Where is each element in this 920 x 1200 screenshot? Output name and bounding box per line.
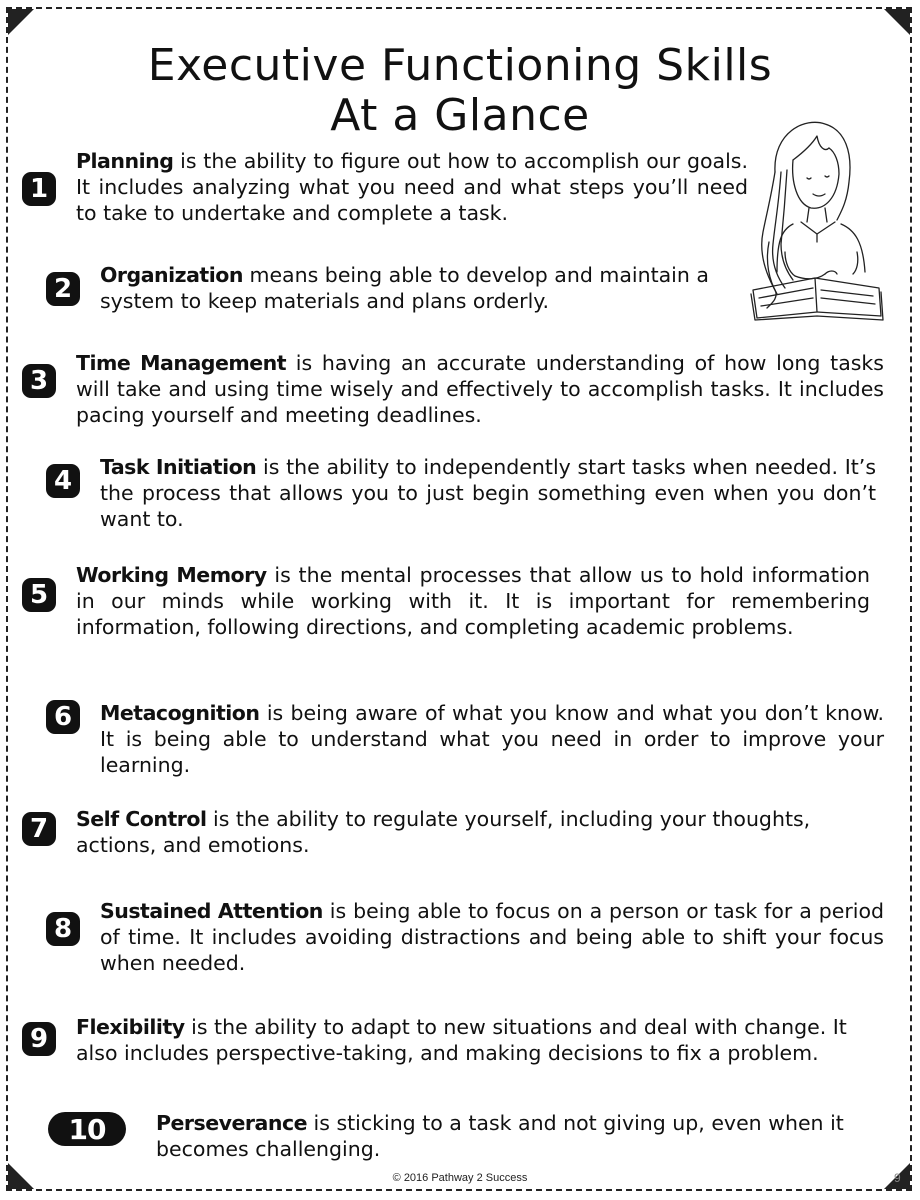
skill-metacognition (100, 700, 884, 778)
skill-description: is the ability to independently start tasks when needed. It’s the process that allows you to just begin something even when you don’t want to. (100, 455, 876, 531)
skill-term: Perseverance (156, 1111, 308, 1135)
skill-term: Time Management (76, 351, 287, 375)
skill-description: is having an accurate understanding of how long tasks will take and using time wisely and effectively to accomplish tasks. It includes pacing yourself and meeting deadlines. (76, 351, 884, 427)
page-title-line-2: At a Glance (330, 90, 590, 141)
skill-description: is sticking to a task and not giving up, even when it becomes challenging. (156, 1111, 844, 1161)
number-badge-2: 2 (46, 272, 80, 306)
number-badge-3: 3 (22, 364, 56, 398)
skill-description: is the ability to figure out how to accomplish our goals. It includes analyzing what you need and what steps you’ll need to take to undertake and complete a task. (76, 149, 748, 225)
corner-triangle-top-right (884, 9, 910, 35)
page-title-line-1: Executive Functioning Skills (147, 40, 773, 91)
number-badge-6: 6 (46, 700, 80, 734)
page-number: 9 (894, 1171, 901, 1185)
skill-planning (76, 148, 748, 226)
number-badge-7: 7 (22, 812, 56, 846)
number-badge-5: 5 (22, 578, 56, 612)
skill-sustained-attention (100, 898, 884, 976)
number-badge-4: 4 (46, 464, 80, 498)
girl-reading-book-illustration (745, 112, 885, 322)
skill-term: Working Memory (76, 563, 267, 587)
skill-term: Sustained Attention (100, 899, 323, 923)
skill-time-management (76, 350, 884, 428)
skill-working-memory (76, 562, 870, 640)
skill-description: is being aware of what you know and what you don’t know. It is being able to understand what you need in order to improve your learning. (100, 701, 884, 777)
skill-term: Planning (76, 149, 174, 173)
skill-description: is the ability to adapt to new situations and deal with change. It also includes perspective-taking, and making decisions to fix a problem. (76, 1015, 847, 1065)
skill-term: Organization (100, 263, 243, 287)
number-badge-1: 1 (22, 172, 56, 206)
skill-organization (100, 262, 718, 314)
number-badge-9: 9 (22, 1022, 56, 1056)
corner-triangle-top-left (8, 9, 34, 35)
number-badge-8: 8 (46, 912, 80, 946)
skill-term: Flexibility (76, 1015, 185, 1039)
number-badge-10: 10 (48, 1112, 126, 1146)
skill-term: Metacognition (100, 701, 260, 725)
skill-description: means being able to develop and maintain a system to keep materials and plans orderly. (100, 263, 709, 313)
copyright-footer: © 2016 Pathway 2 Success (392, 1172, 528, 1184)
skill-task-initiation (100, 454, 876, 532)
skill-perseverance (156, 1110, 856, 1162)
skill-description: is the ability to regulate yourself, including your thoughts, actions, and emotions. (76, 807, 811, 857)
skill-flexibility (76, 1014, 862, 1066)
skill-self-control (76, 806, 876, 858)
skill-term: Task Initiation (100, 455, 257, 479)
skill-term: Self Control (76, 807, 207, 831)
skill-description: is being able to focus on a person or task for a period of time. It includes avoiding distractions and being able to shift your focus when needed. (100, 899, 884, 975)
skill-description: is the mental processes that allow us to hold information in our minds while working with it. It is important for remembering information, following directions, and completing academic problems. (76, 563, 870, 639)
